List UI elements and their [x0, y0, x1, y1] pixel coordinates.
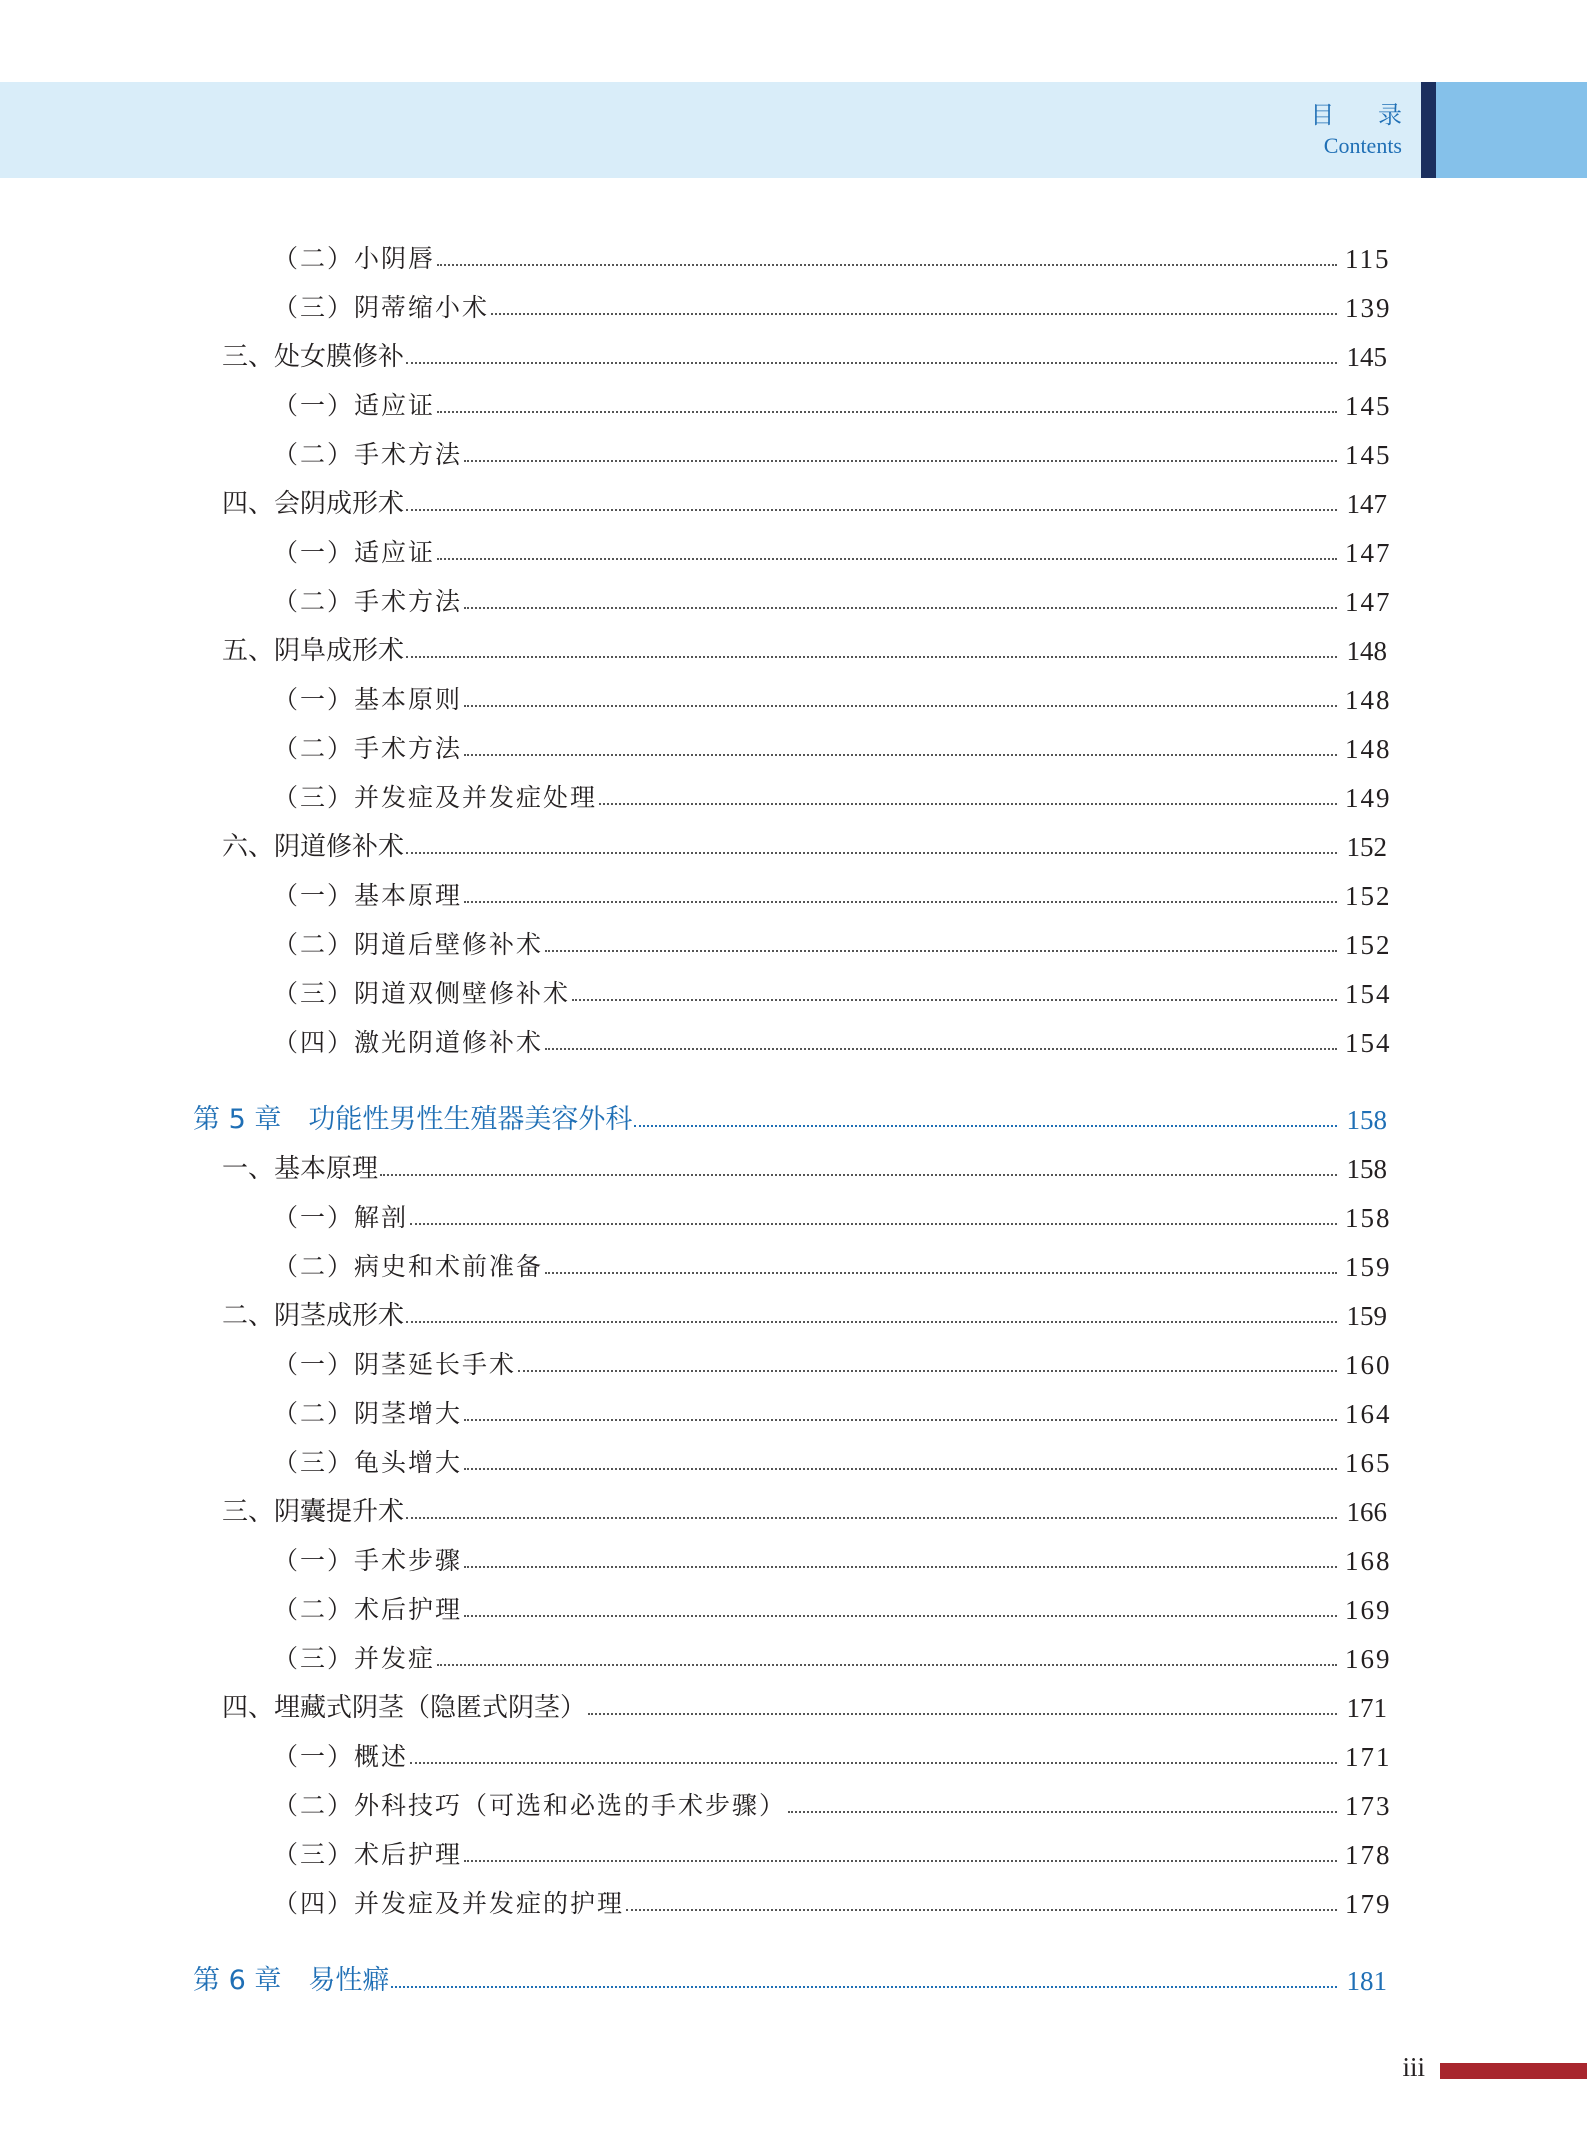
toc-leader-dots — [437, 558, 1337, 560]
toc-entry-label: 第 5 章 功能性男性生殖器美容外科 — [193, 1104, 633, 1135]
page-number: iii — [1402, 2052, 1425, 2082]
toc-leader-dots — [464, 1860, 1337, 1862]
toc-entry-label: （一）适应证 — [273, 538, 436, 567]
toc-row[interactable] — [273, 970, 1392, 1010]
toc-leader-dots — [406, 656, 1337, 658]
toc-leader-dots — [410, 1223, 1337, 1225]
toc-entry-page: 159 — [1345, 1252, 1392, 1282]
toc-leader-dots — [391, 1986, 1337, 1988]
toc-row[interactable] — [273, 1390, 1392, 1430]
toc-row[interactable] — [273, 725, 1392, 765]
toc-entry-page: 149 — [1345, 783, 1392, 813]
toc-entry-label: （一）解剖 — [273, 1203, 409, 1232]
toc-entry-label: （一）阴茎延长手术 — [273, 1350, 517, 1379]
toc-row[interactable] — [222, 1488, 1387, 1528]
toc-leader-dots — [491, 313, 1337, 315]
toc-leader-dots — [588, 1713, 1337, 1715]
toc-chapter-row[interactable] — [193, 1957, 1387, 1997]
toc-row[interactable] — [273, 872, 1392, 912]
toc-row[interactable] — [273, 235, 1391, 275]
running-header — [1310, 100, 1420, 160]
toc-entry-label: 五、阴阜成形术 — [222, 636, 405, 666]
toc-entry-page: 165 — [1345, 1448, 1392, 1478]
toc-leader-dots — [788, 1811, 1337, 1813]
toc-entry-label: （三）并发症 — [273, 1644, 436, 1673]
toc-entry-page: 166 — [1346, 1497, 1387, 1527]
toc-row[interactable] — [273, 1537, 1392, 1577]
toc-leader-dots — [464, 1566, 1337, 1568]
toc-entry-page: 164 — [1345, 1399, 1392, 1429]
toc-leader-dots — [464, 705, 1337, 707]
toc-row[interactable] — [273, 1243, 1392, 1283]
toc-leader-dots — [464, 754, 1337, 756]
toc-entry-label: （二）术后护理 — [273, 1595, 463, 1624]
toc-entry-page: 171 — [1345, 1742, 1392, 1772]
toc-row[interactable] — [273, 1733, 1392, 1773]
toc-row[interactable] — [273, 1439, 1392, 1479]
toc-entry-label: 六、阴道修补术 — [222, 832, 405, 862]
toc-entry-label: 三、阴囊提升术 — [222, 1497, 405, 1527]
toc-row[interactable] — [222, 823, 1387, 863]
toc-entry-label: （二）阴道后壁修补术 — [273, 930, 544, 959]
toc-row[interactable] — [273, 1194, 1392, 1234]
toc-entry-label: （一）基本原则 — [273, 685, 463, 714]
toc-row[interactable] — [273, 1586, 1392, 1626]
header-blue-block — [1436, 82, 1587, 178]
toc-leader-dots — [406, 362, 1337, 364]
toc-entry-page: 160 — [1345, 1350, 1392, 1380]
toc-row[interactable] — [273, 1019, 1392, 1059]
toc-entry-page: 148 — [1345, 734, 1392, 764]
header-navy-stripe — [1421, 82, 1436, 178]
toc-leader-dots — [437, 1664, 1337, 1666]
toc-entry-label: 一、基本原理 — [222, 1154, 379, 1184]
toc-row[interactable] — [273, 1635, 1392, 1675]
toc-leader-dots — [545, 1048, 1337, 1050]
toc-entry-label: 第 6 章 易性癖 — [193, 1965, 390, 1996]
toc-entry-page: 179 — [1345, 1889, 1392, 1919]
toc-leader-dots — [545, 1272, 1337, 1274]
toc-entry-page: 173 — [1345, 1791, 1392, 1821]
toc-entry-label: （一）适应证 — [273, 391, 436, 420]
toc-entry-page: 152 — [1346, 832, 1387, 862]
toc-row[interactable] — [273, 578, 1392, 618]
toc-entry-page: 147 — [1345, 538, 1392, 568]
toc-entry-label: （二）小阴唇 — [273, 244, 436, 273]
toc-leader-dots — [437, 264, 1337, 266]
toc-leader-dots — [406, 1321, 1337, 1323]
toc-row[interactable] — [273, 774, 1392, 814]
toc-entry-page: 139 — [1345, 293, 1392, 323]
toc-row[interactable] — [222, 480, 1387, 520]
toc-leader-dots — [464, 1419, 1337, 1421]
toc-entry-label: （二）手术方法 — [273, 734, 463, 763]
toc-entry-page: 181 — [1346, 1966, 1387, 1996]
toc-leader-dots — [545, 950, 1337, 952]
toc-entry-page: 145 — [1345, 440, 1392, 470]
toc-entry-page: 158 — [1346, 1154, 1387, 1184]
toc-entry-label: （二）病史和术前准备 — [273, 1252, 544, 1281]
toc-entry-page: 158 — [1345, 1203, 1392, 1233]
toc-entry-label: （二）手术方法 — [273, 587, 463, 616]
toc-entry-label: （三）并发症及并发症处理 — [273, 783, 598, 812]
toc-leader-dots — [406, 852, 1337, 854]
toc-entry-page: 154 — [1345, 979, 1392, 1009]
toc-leader-dots — [464, 1615, 1337, 1617]
toc-entry-label: （一）基本原理 — [273, 881, 463, 910]
toc-row[interactable] — [273, 1831, 1392, 1871]
toc-leader-dots — [410, 1762, 1337, 1764]
toc-row[interactable] — [222, 627, 1387, 667]
toc-entry-label: （二）手术方法 — [273, 440, 463, 469]
toc-entry-label: （二）阴茎增大 — [273, 1399, 463, 1428]
toc-entry-page: 152 — [1345, 881, 1392, 911]
toc-leader-dots — [437, 411, 1337, 413]
toc-row[interactable] — [222, 1684, 1387, 1724]
toc-leader-dots — [518, 1370, 1337, 1372]
toc-entry-page: 169 — [1345, 1644, 1392, 1674]
toc-entry-page: 159 — [1346, 1301, 1387, 1331]
toc-entry-label: （一）概述 — [273, 1742, 409, 1771]
toc-entry-page: 147 — [1345, 587, 1392, 617]
toc-entry-label: （三）阴道双侧壁修补术 — [273, 979, 571, 1008]
toc-entry-label: （一）手术步骤 — [273, 1546, 463, 1575]
toc-row[interactable] — [273, 382, 1392, 422]
toc-entry-page: 145 — [1346, 342, 1387, 372]
toc-entry-page: 147 — [1346, 489, 1387, 519]
toc-entry-page: 115 — [1345, 244, 1391, 274]
toc-entry-page: 152 — [1345, 930, 1392, 960]
toc-entry-page: 158 — [1346, 1105, 1387, 1135]
toc-entry-label: （三）术后护理 — [273, 1840, 463, 1869]
toc-entry-label: （二）外科技巧（可选和必选的手术步骤） — [273, 1791, 787, 1820]
toc-entry-label: （三）龟头增大 — [273, 1448, 463, 1477]
toc-leader-dots — [464, 901, 1337, 903]
toc-row[interactable] — [222, 333, 1387, 373]
toc-leader-dots — [464, 1468, 1337, 1470]
toc-row[interactable] — [273, 1880, 1392, 1920]
toc-entry-label: 二、阴茎成形术 — [222, 1301, 405, 1331]
toc-leader-dots — [464, 460, 1337, 462]
toc-row[interactable] — [273, 1341, 1392, 1381]
toc-leader-dots — [634, 1125, 1337, 1127]
toc-entry-page: 168 — [1345, 1546, 1392, 1576]
toc-entry-page: 148 — [1345, 685, 1392, 715]
toc-leader-dots — [626, 1909, 1337, 1911]
toc-row[interactable] — [273, 529, 1392, 569]
header-title-zh: 目 录 — [1310, 101, 1420, 129]
toc-leader-dots — [572, 999, 1337, 1001]
toc-row[interactable] — [273, 431, 1392, 471]
toc-entry-page: 178 — [1345, 1840, 1392, 1870]
toc-leader-dots — [464, 607, 1337, 609]
toc-entry-label: 三、处女膜修补 — [222, 342, 405, 372]
toc-row[interactable] — [273, 284, 1392, 324]
toc-leader-dots — [599, 803, 1337, 805]
footer-accent-bar — [1440, 2063, 1587, 2079]
toc-entry-page: 145 — [1345, 391, 1392, 421]
toc-entry-label: 四、会阴成形术 — [222, 489, 405, 519]
toc-entry-page: 169 — [1345, 1595, 1392, 1625]
toc-row[interactable] — [222, 1292, 1387, 1332]
toc-entry-page: 154 — [1345, 1028, 1392, 1058]
toc-row[interactable] — [273, 921, 1392, 961]
toc-leader-dots — [406, 509, 1337, 511]
toc-entry-label: （三）阴蒂缩小术 — [273, 293, 490, 322]
toc-entry-label: （四）激光阴道修补术 — [273, 1028, 544, 1057]
toc-entry-label: 四、埋藏式阴茎（隐匿式阴茎） — [222, 1693, 587, 1723]
toc-entry-page: 171 — [1346, 1693, 1387, 1723]
header-title-en: Contents — [1323, 133, 1402, 158]
toc-row[interactable] — [273, 676, 1392, 716]
toc-row[interactable] — [273, 1782, 1392, 1822]
toc-chapter-row[interactable] — [193, 1096, 1387, 1136]
toc-leader-dots — [406, 1517, 1337, 1519]
toc-entry-page: 148 — [1346, 636, 1387, 666]
toc-leader-dots — [380, 1174, 1337, 1176]
toc-entry-label: （四）并发症及并发症的护理 — [273, 1889, 625, 1918]
toc-row[interactable] — [222, 1145, 1387, 1185]
